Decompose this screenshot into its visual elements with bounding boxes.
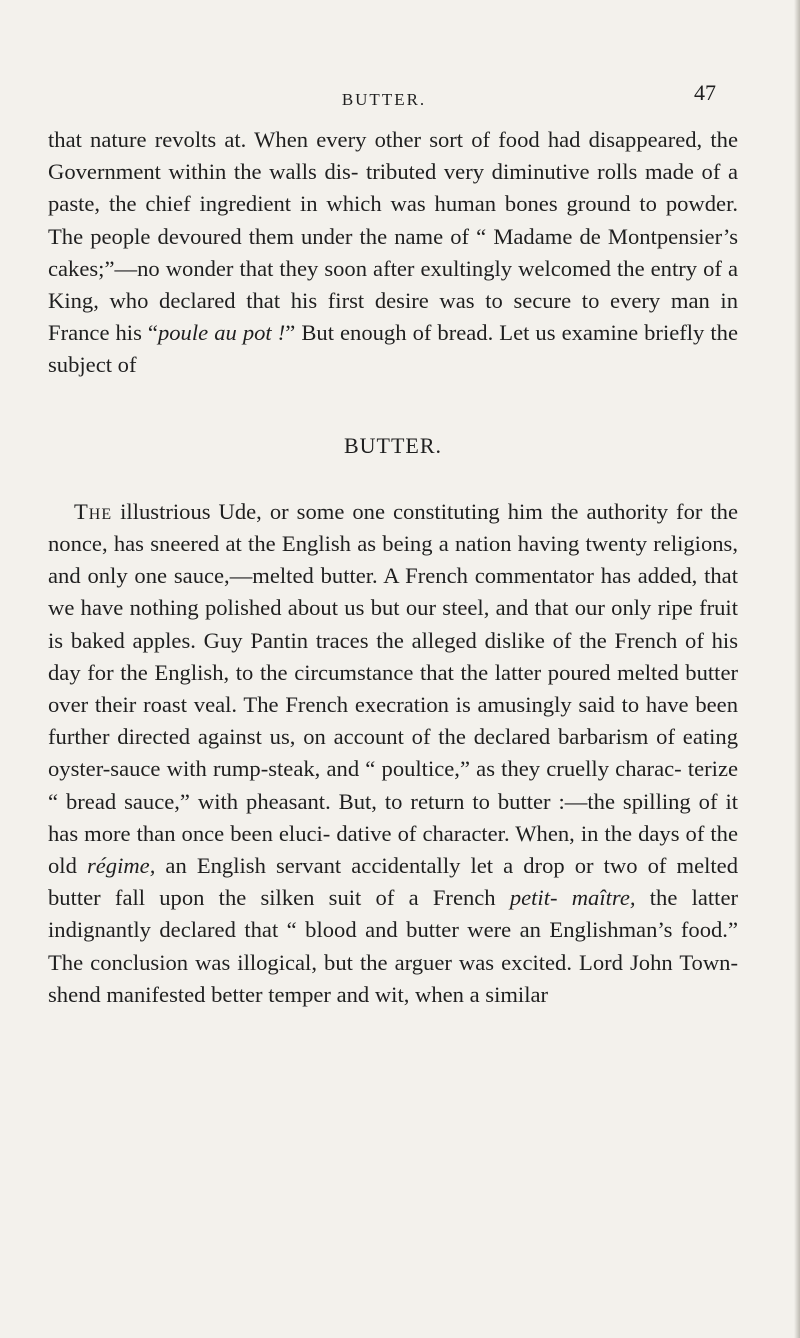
paragraph-1-text-b: ” But enough of bread. Let us examine briefly the subject of — [48, 320, 738, 378]
paragraph-1-text-a: that nature revolts at. When every other sort of food had disappeared, the Government within the walls dis- tributed very diminutive rolls made of a paste, the chief ingredient in which was human bones ground to powder. The people devoured them under the name of “ Madame de Montpensier’s cakes;”—no wonder that they soon after exultingly welcomed the entry of a King, who declared that his first desire was to secure to every man in France his “ — [48, 127, 738, 346]
page-edge-shadow — [794, 0, 800, 1338]
paragraph-2-text-a: illustrious Ude, or some one constituting him the authority for the nonce, has sneered at the English as being a nation having twenty religions, and only one sauce,—melted butter. A French commentator has added, that we have nothing polished about us but our steel, and that our only ripe fruit is baked apples. Guy Pantin traces the alleged dislike of the French of his day for the English, to the circumstance that the latter poured melted butter over their roast veal. The French execration is amusingly said to have been further directed against us, on account of the declared barbarism of eating oyster-sauce with rump-steak, and “ poultice,” as they cruelly charac- terize “ bread sauce,” with pheasant. But, to return to butter :—the spilling of it has more than once been eluci- dative of character. When, in the days of the old — [48, 498, 738, 879]
body-text — [48, 124, 738, 1011]
page-number: 47 — [694, 80, 716, 105]
paragraph-2-italic-regime: régime, — [86, 853, 156, 879]
running-head — [48, 80, 720, 116]
section-heading: BUTTER. — [343, 432, 443, 458]
running-title: BUTTER. — [341, 90, 427, 109]
paragraph-1-italic-phrase: poule au pot ! — [157, 320, 286, 346]
paragraph-2-text-b: an English servant accidentally let a drop or two of melted butter fall upon the silken suit of a French — [48, 853, 738, 911]
paragraph-2-text-c: the latter indignantly declared that “ blood and butter were an Englishman’s food.” The conclusion was illogical, but the arguer was excited. Lord John Town- shend manifested better temper and wit, when a similar — [48, 885, 739, 1007]
paragraph-2-italic-petit-maitre: petit- maître, — [509, 885, 636, 911]
paragraph-2-lead-word: The — [74, 498, 113, 524]
paragraph-butter — [48, 496, 738, 1011]
paragraph-continued — [48, 124, 738, 382]
